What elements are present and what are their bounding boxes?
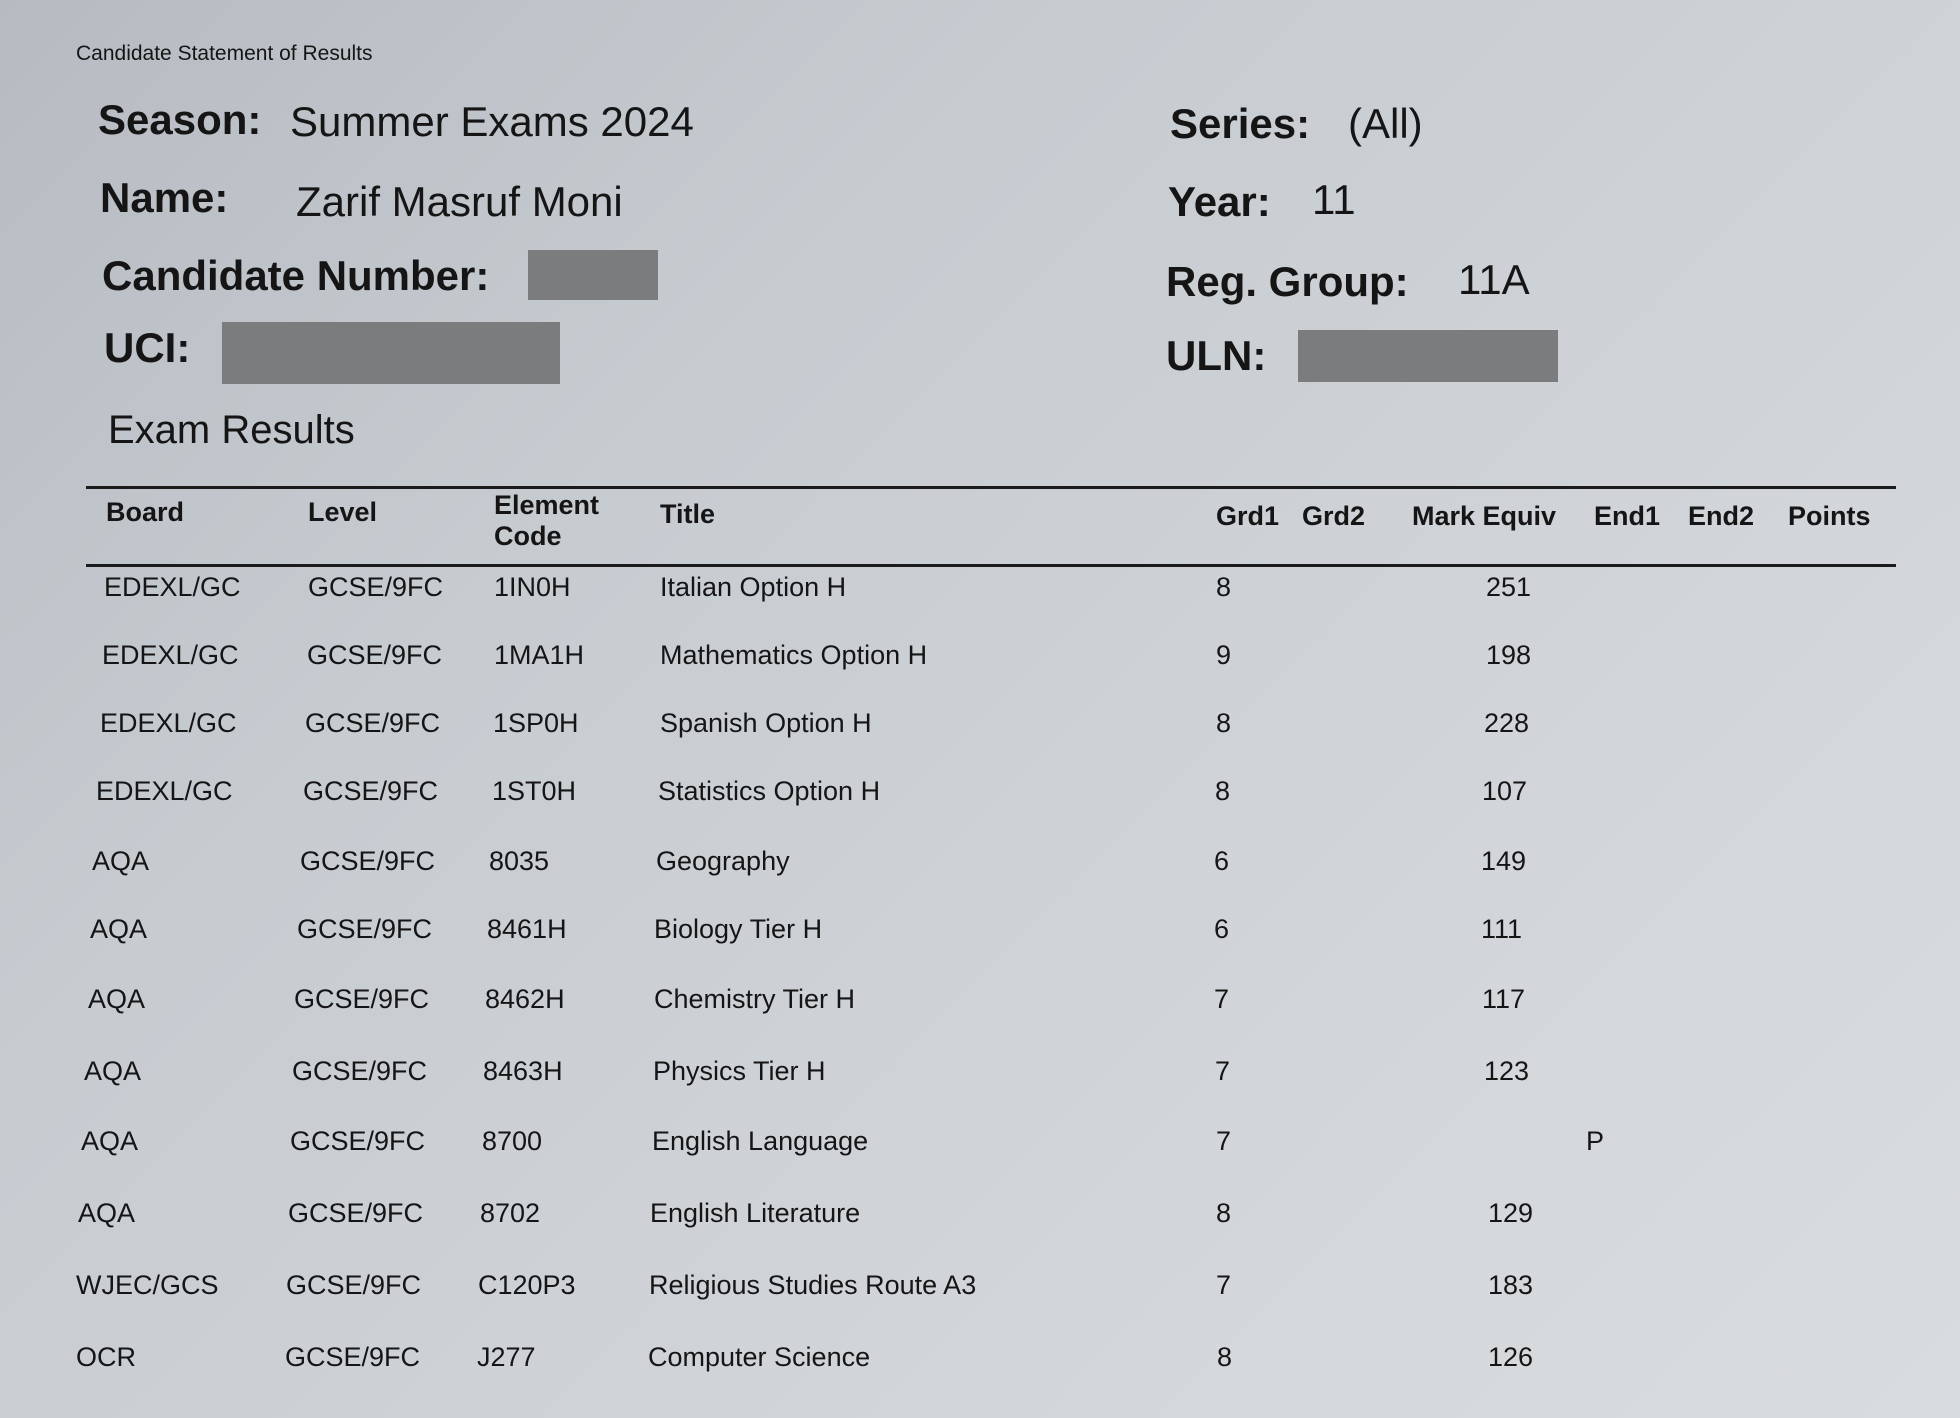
cell-code: 1SP0H — [493, 708, 579, 738]
cell-title: Computer Science — [648, 1342, 871, 1372]
table-row — [0, 1198, 1960, 1258]
col-header-element-code-line1: Element — [494, 490, 600, 520]
cell-grd1: 7 — [1216, 1126, 1232, 1156]
cell-mark-equiv: 228 — [1484, 708, 1530, 738]
year-value: 11 — [1312, 176, 1356, 223]
cell-mark-equiv: 107 — [1482, 776, 1528, 806]
cell-board: EDEXL/GC — [102, 640, 239, 670]
cell-level: GCSE/9FC — [303, 776, 439, 806]
cell-code: 8700 — [482, 1126, 543, 1156]
cell-title: Mathematics Option H — [660, 640, 928, 670]
series-value: (All) — [1348, 100, 1423, 147]
cell-title: English Language — [652, 1126, 869, 1156]
cell-grd1: 8 — [1217, 1342, 1233, 1372]
cell-mark-equiv: 198 — [1486, 640, 1532, 670]
cell-board: EDEXL/GC — [100, 708, 237, 738]
table-row — [0, 1270, 1960, 1330]
col-header-element-code-line2: Code — [494, 521, 562, 551]
col-header-grd2: Grd2 — [1302, 501, 1366, 531]
cell-level: GCSE/9FC — [294, 984, 430, 1014]
cell-code: 8702 — [480, 1198, 541, 1228]
cell-grd1: 8 — [1215, 776, 1231, 806]
cell-title: Spanish Option H — [660, 708, 872, 738]
reg-group-value: 11A — [1458, 256, 1530, 303]
cell-code: 1MA1H — [494, 640, 585, 670]
col-header-end1: End1 — [1594, 501, 1661, 531]
col-header-element-code — [494, 490, 599, 552]
cell-board: EDEXL/GC — [96, 776, 233, 806]
cell-board: AQA — [81, 1126, 139, 1156]
cell-end1: P — [1586, 1126, 1605, 1156]
cell-title: Geography — [656, 846, 790, 876]
table-row — [0, 1126, 1960, 1186]
cell-mark-equiv: 117 — [1482, 984, 1526, 1014]
candidate-number-label: Candidate Number: — [102, 252, 490, 299]
uln-label: ULN: — [1166, 332, 1267, 379]
name-value: Zarif Masruf Moni — [296, 178, 623, 225]
uln-redaction — [1298, 330, 1558, 382]
table-top-rule — [86, 486, 1896, 489]
cell-title: Religious Studies Route A3 — [649, 1270, 977, 1300]
cell-level: GCSE/9FC — [285, 1342, 421, 1372]
season-label: Season: — [98, 96, 262, 143]
cell-level: GCSE/9FC — [305, 708, 441, 738]
cell-board: AQA — [90, 914, 148, 944]
cell-board: OCR — [76, 1342, 136, 1372]
cell-grd1: 7 — [1215, 1056, 1231, 1086]
table-row — [0, 984, 1960, 1044]
cell-code: J277 — [477, 1342, 536, 1372]
cell-mark-equiv: 129 — [1488, 1198, 1534, 1228]
cell-level: GCSE/9FC — [297, 914, 433, 944]
col-header-grd1: Grd1 — [1216, 501, 1280, 531]
cell-mark-equiv: 123 — [1484, 1056, 1530, 1086]
col-header-end2: End2 — [1688, 501, 1755, 531]
cell-title: English Literature — [650, 1198, 861, 1228]
cell-title: Biology Tier H — [654, 914, 823, 944]
col-header-mark-equiv: Mark Equiv — [1412, 501, 1557, 531]
cell-board: AQA — [78, 1198, 136, 1228]
cell-mark-equiv: 149 — [1481, 846, 1527, 876]
cell-level: GCSE/9FC — [290, 1126, 426, 1156]
cell-level: GCSE/9FC — [292, 1056, 428, 1086]
cell-code: 8461H — [487, 914, 567, 944]
cell-grd1: 8 — [1216, 572, 1232, 602]
table-row — [0, 914, 1960, 974]
table-row — [0, 708, 1960, 768]
cell-mark-equiv: 251 — [1486, 572, 1532, 602]
col-header-title: Title — [660, 499, 716, 529]
season-value: Summer Exams 2024 — [290, 98, 694, 145]
series-label: Series: — [1170, 100, 1311, 147]
cell-grd1: 8 — [1216, 708, 1232, 738]
table-row — [0, 640, 1960, 700]
name-label: Name: — [100, 174, 229, 221]
table-row — [0, 846, 1960, 906]
cell-mark-equiv: 183 — [1488, 1270, 1534, 1300]
table-row — [0, 1056, 1960, 1116]
uci-redaction — [222, 322, 560, 384]
cell-code: C120P3 — [478, 1270, 576, 1300]
cell-grd1: 8 — [1216, 1198, 1232, 1228]
col-header-points: Points — [1788, 501, 1871, 531]
table-header-rule — [86, 564, 1896, 567]
cell-level: GCSE/9FC — [288, 1198, 424, 1228]
cell-level: GCSE/9FC — [308, 572, 444, 602]
reg-group-label: Reg. Group: — [1166, 258, 1409, 305]
cell-grd1: 7 — [1216, 1270, 1232, 1300]
year-label: Year: — [1168, 178, 1271, 225]
cell-board: AQA — [88, 984, 146, 1014]
cell-board: AQA — [84, 1056, 142, 1086]
cell-code: 1IN0H — [494, 572, 571, 602]
cell-code: 8462H — [485, 984, 565, 1014]
cell-level: GCSE/9FC — [307, 640, 443, 670]
exam-results-heading: Exam Results — [108, 408, 355, 452]
document-title: Candidate Statement of Results — [76, 42, 373, 65]
cell-mark-equiv: 111 — [1481, 914, 1523, 944]
cell-grd1: 6 — [1214, 914, 1230, 944]
cell-code: 8035 — [489, 846, 550, 876]
col-header-level: Level — [308, 497, 378, 527]
uci-label: UCI: — [104, 324, 191, 371]
cell-board: EDEXL/GC — [104, 572, 241, 602]
cell-mark-equiv: 126 — [1488, 1342, 1534, 1372]
cell-title: Italian Option H — [660, 572, 847, 602]
cell-grd1: 9 — [1216, 640, 1232, 670]
cell-title: Physics Tier H — [653, 1056, 826, 1086]
cell-code: 8463H — [483, 1056, 563, 1086]
table-row — [0, 1342, 1960, 1402]
cell-board: WJEC/GCS — [76, 1270, 219, 1300]
cell-title: Statistics Option H — [658, 776, 881, 806]
cell-level: GCSE/9FC — [300, 846, 436, 876]
cell-grd1: 6 — [1214, 846, 1230, 876]
cell-code: 1ST0H — [492, 776, 577, 806]
candidate-number-redaction — [528, 250, 658, 300]
cell-level: GCSE/9FC — [286, 1270, 422, 1300]
cell-title: Chemistry Tier H — [654, 984, 856, 1014]
cell-board: AQA — [92, 846, 150, 876]
table-row — [0, 572, 1960, 632]
cell-grd1: 7 — [1214, 984, 1230, 1014]
col-header-board: Board — [106, 497, 185, 527]
table-row — [0, 776, 1960, 836]
